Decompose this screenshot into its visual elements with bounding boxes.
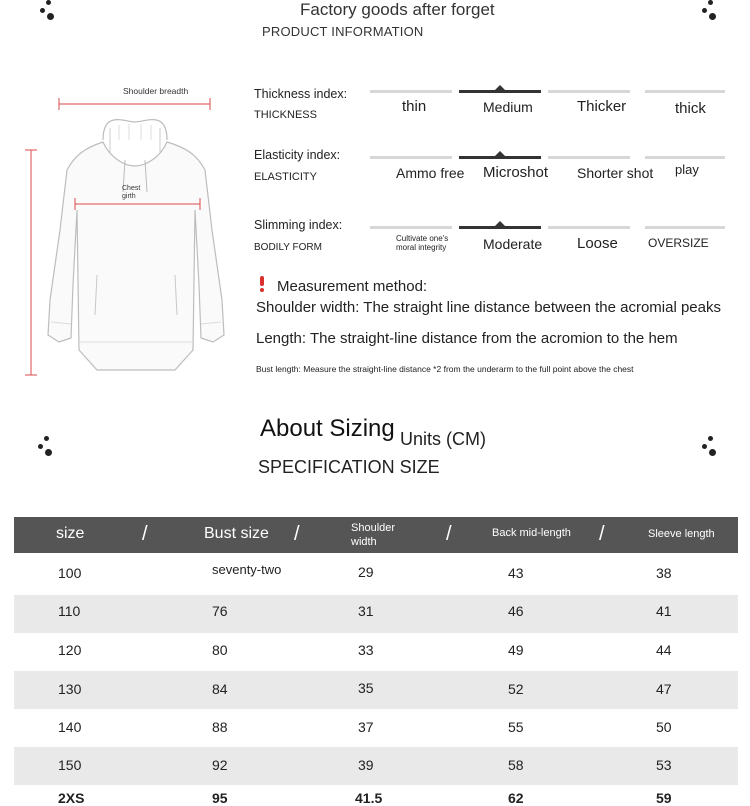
scale-segment-selected bbox=[459, 226, 541, 229]
table-cell: 44 bbox=[656, 642, 672, 658]
thickness-label: Thickness index: bbox=[254, 87, 348, 101]
dots-decoration-icon bbox=[38, 436, 54, 458]
table-cell: 140 bbox=[58, 719, 82, 735]
dots-decoration-icon bbox=[702, 436, 718, 458]
thickness-option: Thicker bbox=[577, 98, 627, 115]
scale-segment bbox=[548, 90, 630, 93]
scale-segment-selected bbox=[459, 90, 541, 93]
scale-segment bbox=[645, 156, 725, 159]
thickness-option: Medium bbox=[483, 99, 533, 115]
elasticity-sub: ELASTICITY bbox=[254, 171, 317, 183]
table-cell: 130 bbox=[58, 681, 82, 697]
table-cell: 80 bbox=[212, 642, 228, 658]
column-separator: / bbox=[446, 523, 452, 545]
table-cell: 110 bbox=[58, 603, 81, 619]
table-row bbox=[14, 595, 738, 633]
scale-marker-icon bbox=[495, 85, 505, 90]
measurement-length: Length: The straight-line distance from the acromion to the hem bbox=[256, 330, 678, 347]
table-cell: seventy-two bbox=[212, 562, 282, 577]
column-separator: / bbox=[599, 523, 605, 545]
sizing-title: About Sizing bbox=[260, 415, 395, 442]
table-cell: 47 bbox=[656, 681, 672, 697]
scale-segment bbox=[645, 226, 725, 229]
table-row bbox=[14, 632, 738, 670]
table-cell: 150 bbox=[58, 757, 82, 773]
table-cell: 43 bbox=[508, 565, 524, 581]
sizing-units: Units (CM) bbox=[400, 429, 486, 449]
table-cell: 62 bbox=[508, 790, 524, 806]
measurement-shoulder: Shoulder width: The straight line distance between the acromial peaks bbox=[256, 299, 721, 316]
elasticity-option: play bbox=[675, 162, 699, 177]
table-cell: 53 bbox=[656, 757, 672, 773]
dots-decoration-icon bbox=[702, 0, 718, 22]
scale-segment-selected bbox=[459, 156, 541, 159]
table-row bbox=[14, 747, 738, 785]
column-separator: / bbox=[142, 523, 148, 545]
shoulder-breadth-label: Shoulder breadth bbox=[123, 86, 189, 96]
measurement-bust: Bust length: Measure the straight-line distance *2 from the underarm to the full point above the chest bbox=[256, 364, 634, 374]
table-cell: 49 bbox=[508, 642, 524, 658]
slimming-option: Loose bbox=[577, 235, 618, 252]
column-header-size: size bbox=[56, 525, 85, 542]
slimming-label: Slimming index: bbox=[254, 218, 343, 232]
page-title: Factory goods after forget bbox=[300, 0, 495, 19]
table-cell: 55 bbox=[508, 719, 524, 735]
table-row bbox=[14, 671, 738, 709]
table-cell: 31 bbox=[358, 603, 374, 619]
table-cell: 84 bbox=[212, 681, 228, 697]
table-row bbox=[14, 554, 738, 592]
column-header-back: Back mid-length bbox=[492, 527, 571, 539]
slimming-option: OVERSIZE bbox=[648, 236, 709, 250]
table-cell: 92 bbox=[212, 757, 228, 773]
scale-segment bbox=[548, 226, 630, 229]
table-cell: 88 bbox=[212, 719, 228, 735]
table-cell: 2XS bbox=[58, 790, 85, 806]
table-cell: 35 bbox=[358, 680, 374, 696]
column-header-sleeve: Sleeve length bbox=[648, 528, 715, 540]
elasticity-option: Shorter shot bbox=[577, 165, 654, 181]
table-cell: 37 bbox=[358, 719, 374, 735]
table-cell: 58 bbox=[508, 757, 524, 773]
column-header-shoulder: Shoulder width bbox=[351, 522, 396, 548]
table-cell: 33 bbox=[358, 642, 374, 658]
table-cell: 41 bbox=[656, 603, 672, 619]
thickness-option: thin bbox=[402, 98, 427, 115]
table-cell: 38 bbox=[656, 565, 672, 581]
thickness-option: thick bbox=[675, 100, 706, 117]
table-cell: 50 bbox=[656, 719, 672, 735]
table-cell: 59 bbox=[656, 790, 672, 806]
sizing-subtitle: SPECIFICATION SIZE bbox=[258, 457, 440, 477]
scale-segment bbox=[370, 90, 452, 93]
table-cell: 76 bbox=[212, 603, 228, 619]
scale-segment bbox=[370, 226, 452, 229]
hoodie-diagram bbox=[15, 80, 250, 380]
scale-marker-icon bbox=[495, 151, 505, 156]
table-cell: 95 bbox=[212, 790, 228, 806]
table-cell: 41.5 bbox=[355, 790, 383, 806]
thickness-sub: THICKNESS bbox=[254, 109, 317, 121]
column-header-bust: Bust size bbox=[204, 525, 269, 542]
hoodie-illustration bbox=[15, 80, 250, 380]
table-cell: 39 bbox=[358, 757, 374, 773]
table-cell: 120 bbox=[58, 642, 82, 658]
measurement-title: Measurement method: bbox=[277, 278, 428, 295]
scale-marker-icon bbox=[495, 221, 505, 226]
table-cell: 46 bbox=[508, 603, 524, 619]
column-separator: / bbox=[294, 523, 300, 545]
page-subtitle: PRODUCT INFORMATION bbox=[262, 24, 424, 39]
elasticity-option: Microshot bbox=[483, 164, 549, 181]
dots-decoration-icon bbox=[40, 0, 56, 22]
table-cell: 29 bbox=[358, 564, 374, 580]
slimming-sub: BODILY FORM bbox=[254, 242, 322, 253]
scale-segment bbox=[370, 156, 452, 159]
elasticity-option: Ammo free bbox=[396, 165, 465, 181]
table-row bbox=[14, 709, 738, 747]
exclamation-icon bbox=[258, 276, 266, 292]
scale-segment bbox=[645, 90, 725, 93]
chest-girth-label: Chest girth bbox=[122, 185, 141, 200]
scale-segment bbox=[548, 156, 630, 159]
table-cell: 100 bbox=[58, 565, 82, 581]
elasticity-label: Elasticity index: bbox=[254, 148, 341, 162]
table-cell: 52 bbox=[508, 681, 524, 697]
slimming-option: Moderate bbox=[483, 236, 543, 252]
slimming-option: Cultivate one's moral integrity bbox=[396, 234, 449, 252]
